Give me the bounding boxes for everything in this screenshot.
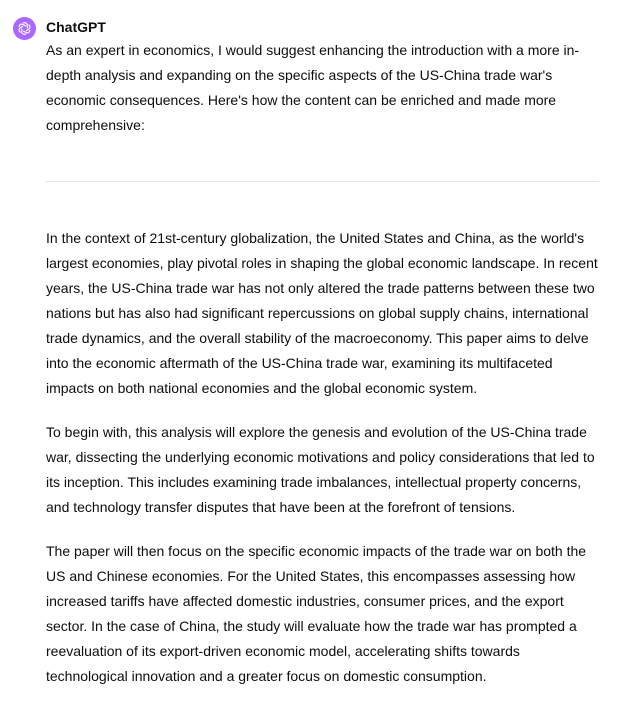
- horizontal-divider: [46, 181, 599, 182]
- message-intro: As an expert in economics, I would suggest enhancing the introduction with a more in-depth analysis and expanding on the specific aspects of the US-China trade war's economic consequences. Here's how the content can be enriched and made more comprehensive:: [46, 42, 580, 133]
- assistant-avatar: [13, 17, 36, 40]
- paragraph-impacts: The paper will then focus on the specific economic impacts of the trade war on both the US and Chinese economies. For the United States, this encompasses assessing how increased tariffs have affected domestic industries, consumer prices, and the export sector. In the case of China, the study will evaluate how the trade war has prompted a reevaluation of its export-driven economic model, accelerating shifts towards technological innovation and a greater focus on domestic consumption.: [46, 543, 587, 684]
- paragraph-genesis: To begin with, this analysis will explore the genesis and evolution of the US-China trade war, dissecting the underlying economic motivations and policy considerations that led to its inception. This includes examining trade imbalances, intellectual property concerns, and technology transfer disputes that have been at the forefront of tensions.: [46, 424, 595, 515]
- message-body: [46, 226, 601, 708]
- message-author: ChatGPT: [46, 19, 106, 35]
- paragraph-introduction: In the context of 21st-century globalization, the United States and China, as the world's largest economies, play pivotal roles in shaping the global economic landscape. In recent years, the US-China trade war has not only altered the trade patterns between these two nations but has also had significant repercussions on global supply chains, international trade dynamics, and the overall stability of the macroeconomy. This paper aims to delve into the economic aftermath of the US-China trade war, examining its multifaceted impacts on both national economies and the global economic system.: [46, 230, 598, 396]
- openai-logo-icon: [17, 21, 32, 36]
- message-intro-block: [46, 38, 601, 138]
